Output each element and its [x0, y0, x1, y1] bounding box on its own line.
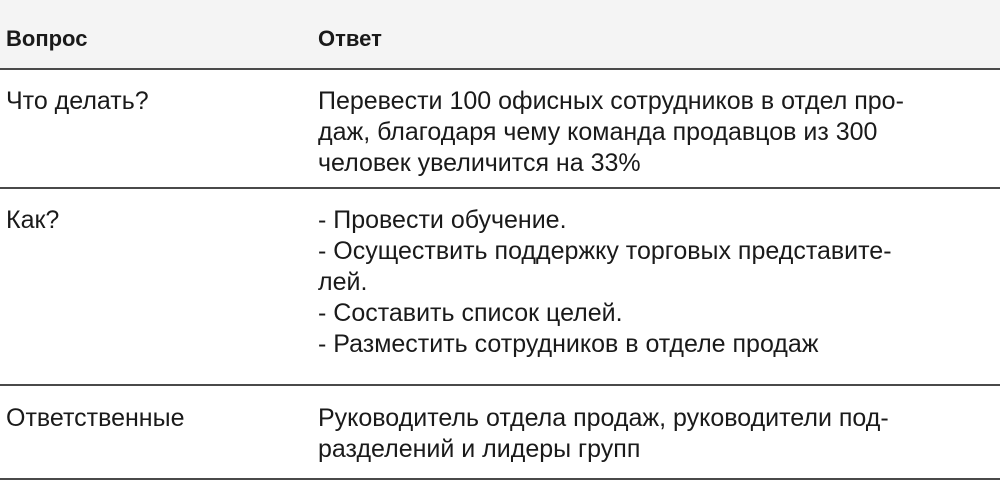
row-divider [0, 187, 1000, 189]
answer-line: человек увеличится на 33% [318, 149, 641, 177]
answer-line: - Разместить сотрудников в отделе продаж [318, 330, 819, 358]
answer-line: Перевести 100 офисных сотрудников в отдел про- [318, 87, 904, 115]
row-answer [318, 403, 889, 465]
answer-line: - Составить список целей. [318, 299, 623, 327]
header-answer: Ответ [318, 26, 382, 51]
answer-line: Руководитель отдела продаж, руководители под- [318, 404, 889, 432]
answer-line: лей. [318, 268, 368, 296]
row-answer [318, 205, 892, 360]
answer-line: даж, благодаря чему команда продавцов из 300 [318, 118, 878, 146]
row-question: Что делать? [6, 87, 149, 115]
answer-line: разделений и лидеры групп [318, 435, 641, 463]
table-header [0, 0, 1000, 68]
answer-line: - Провести обучение. [318, 206, 567, 234]
row-question: Ответственные [6, 404, 185, 432]
header-divider [0, 68, 1000, 70]
header-question: Вопрос [6, 26, 88, 51]
row-divider [0, 384, 1000, 386]
row-question: Как? [6, 206, 60, 234]
bottom-divider [0, 478, 1000, 480]
answer-line: - Осуществить поддержку торговых представите- [318, 237, 892, 265]
row-answer [318, 86, 904, 179]
